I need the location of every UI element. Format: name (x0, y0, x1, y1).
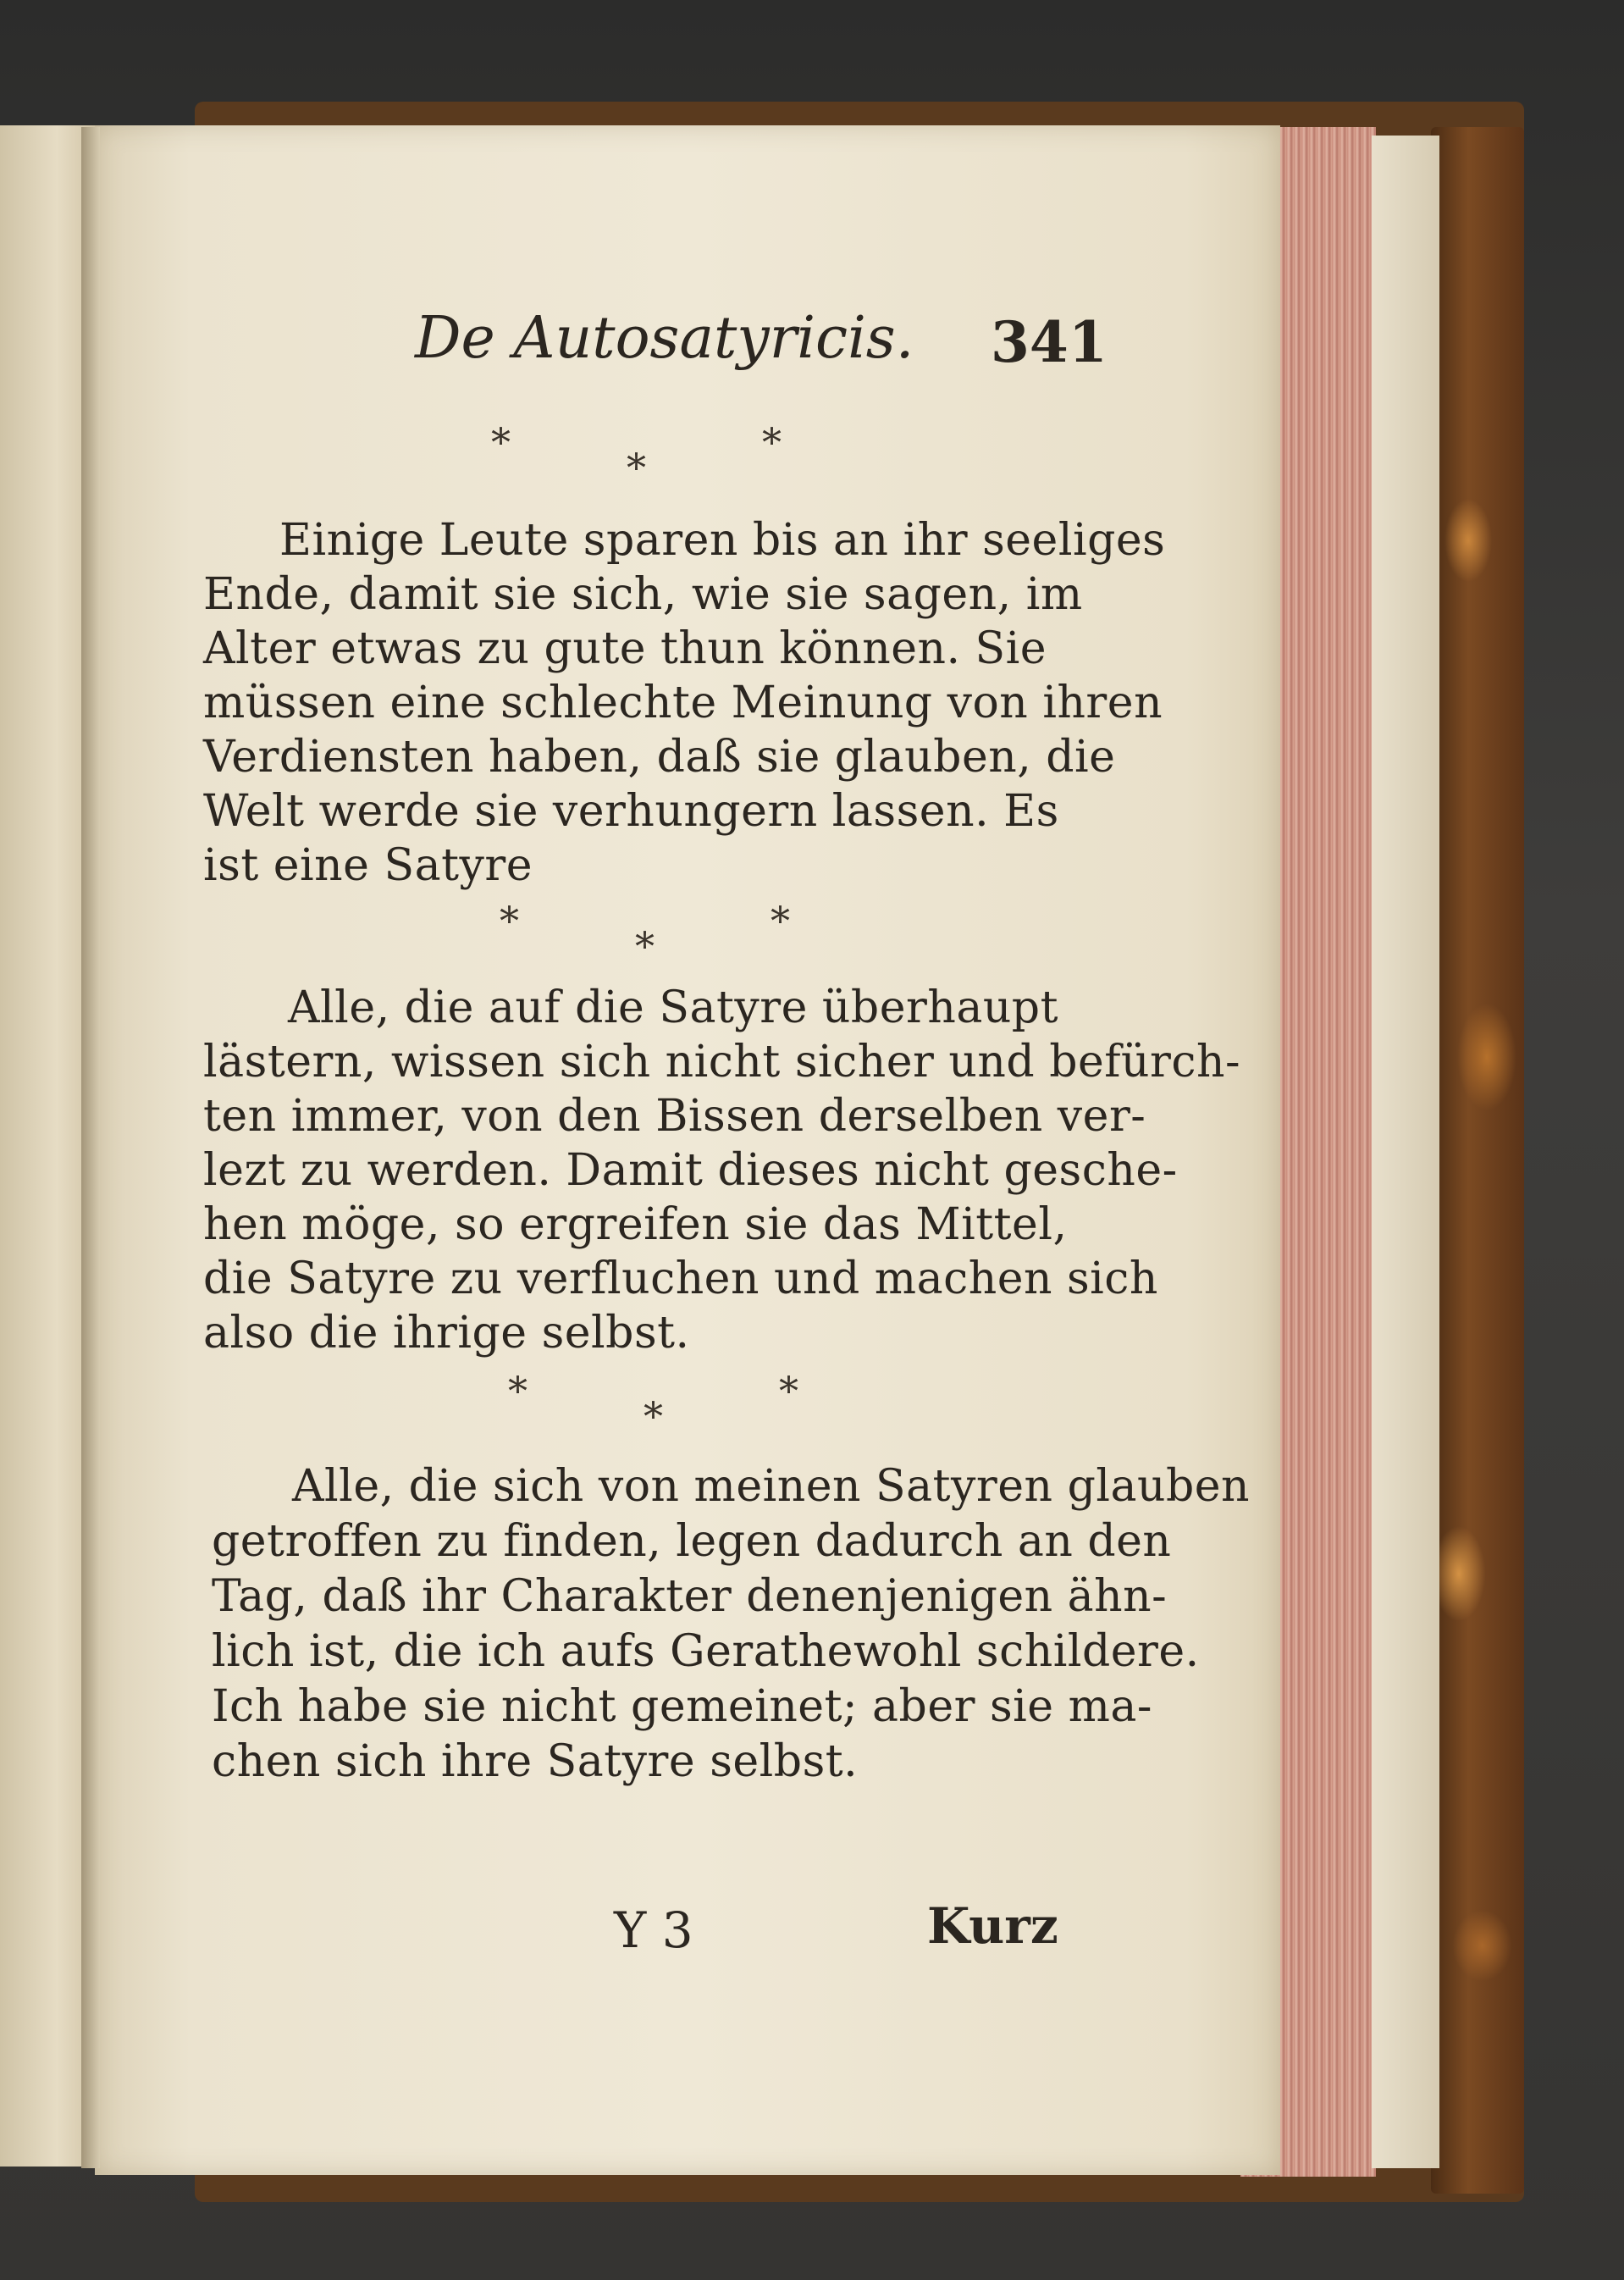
text-line: ist eine Satyre (203, 840, 533, 891)
text-line: Verdiensten haben, daß sie glauben, die (203, 732, 1116, 783)
text-line: Ich habe sie nicht gemeinet; aber sie ma- (212, 1681, 1152, 1732)
text-line: die Satyre zu verfluchen und machen sich (203, 1253, 1158, 1304)
signature-mark: Y 3 (614, 1901, 693, 1959)
star-mark: * (635, 923, 655, 969)
text-line: hen möge, so ergreifen sie das Mittel, (203, 1199, 1068, 1250)
text-line: getroffen zu finden, legen dadurch an den (212, 1516, 1172, 1567)
page-number: 341 (991, 309, 1108, 375)
catchword: Kurz (927, 1897, 1058, 1955)
star-mark: * (762, 419, 782, 465)
endpaper (1372, 136, 1439, 2168)
star-mark: * (508, 1368, 528, 1414)
text-line: lich ist, die ich aufs Gerathewohl schildere. (212, 1626, 1200, 1677)
text-line: also die ihrige selbst. (203, 1308, 690, 1359)
section-separator (500, 1368, 838, 1439)
text-line: chen sich ihre Satyre selbst. (212, 1736, 859, 1787)
text-line: Alle, die sich von meinen Satyren glauben (292, 1461, 1251, 1512)
star-mark: * (779, 1368, 798, 1414)
text-line: Ende, damit sie sich, wie sie sagen, im (203, 569, 1083, 620)
gutter (81, 127, 100, 2168)
text-line: Tag, daß ihr Charakter denenjenigen ähn- (212, 1571, 1168, 1622)
text-line: Alter etwas zu gute thun können. Sie (203, 623, 1047, 674)
text-line: ten immer, von den Bissen derselben ver- (203, 1091, 1146, 1142)
text-line: müssen eine schlechte Meinung von ihren (203, 678, 1163, 728)
text-line: Alle, die auf die Satyre überhaupt (288, 982, 1058, 1033)
star-mark: * (500, 898, 519, 944)
star-mark: * (771, 898, 790, 944)
marbled-cover-edge (1431, 127, 1524, 2194)
text-line: Einige Leute sparen bis an ihr seeliges (279, 515, 1166, 566)
text-line: lezt zu werden. Damit dieses nicht gesche- (203, 1145, 1178, 1196)
text-line: Welt werde sie verhungern lassen. Es (203, 786, 1059, 837)
star-mark: * (491, 419, 511, 465)
star-mark: * (627, 445, 646, 490)
section-separator (491, 898, 830, 969)
star-mark: * (644, 1393, 663, 1439)
section-separator (483, 419, 821, 490)
running-head: De Autosatyricis. (415, 305, 914, 372)
text-line: lästern, wissen sich nicht sicher und befürch- (203, 1037, 1241, 1087)
